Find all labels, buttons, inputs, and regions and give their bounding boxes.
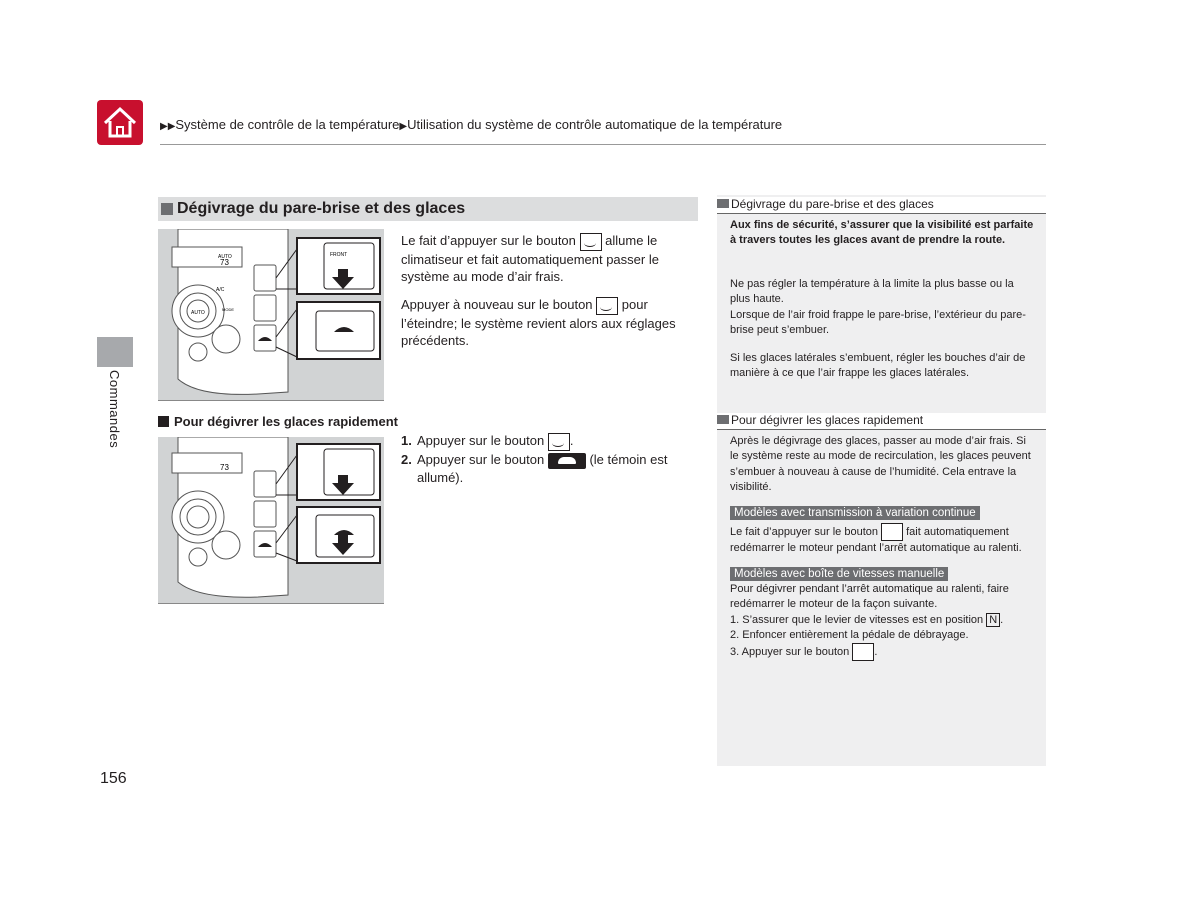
reference-arrow-icon <box>717 415 729 424</box>
paragraph-text: Appuyer à nouveau sur le bouton <box>401 297 593 312</box>
chapter-tab <box>97 337 133 367</box>
step-text: Appuyer sur le bouton <box>417 433 545 448</box>
step-number: 1. <box>401 433 412 448</box>
neutral-position-icon: N <box>986 613 1000 627</box>
note-cvt <box>730 523 1035 556</box>
sidebar-heading-text: Dégivrage du pare-brise et des glaces <box>731 197 934 211</box>
breadcrumb-arrow-icon: ▶▶ <box>160 121 176 132</box>
page-number: 156 <box>100 770 127 787</box>
note-text: . <box>874 645 878 658</box>
note-text: fait automatiquement redémarrer le moteur pendant l’arrêt automatique au ralenti. <box>730 525 1022 554</box>
note-cold-air: Lorsque de l’air froid frappe le pare-brise, l’extérieur du pare-brise peut s’embuer. <box>730 309 1026 337</box>
note-temperature: Ne pas régler la température à la limite la plus basse ou la plus haute. <box>730 278 1014 306</box>
paragraph-text: Le fait d’appuyer sur le bouton <box>401 233 576 248</box>
ac-label: A/C <box>216 287 225 293</box>
paragraph-defrost-off <box>401 296 681 349</box>
step-text: . <box>569 433 574 448</box>
subsection-title: Pour dégivrer les glaces rapidement <box>174 414 398 429</box>
step-1 <box>401 432 681 451</box>
breadcrumb-link-1[interactable]: Système de contrôle de la température <box>175 117 400 132</box>
step-2 <box>401 451 681 486</box>
front-defrost-button-icon <box>852 643 874 661</box>
breadcrumb-separator-icon: ▶ <box>399 121 408 132</box>
front-defrost-button-icon <box>548 433 570 451</box>
model-tag-cvt: Modèles avec transmission à variation continue <box>730 506 980 520</box>
chapter-label: Commandes <box>107 370 122 449</box>
manual-step-3 <box>730 643 1035 661</box>
note-side-windows: Si les glaces latérales s’embuent, régler les bouches d’air de manière à ce que l’air frappe les glaces latérales. <box>730 352 1026 380</box>
breadcrumb <box>160 117 782 132</box>
model-tag-manual: Modèles avec boîte de vitesses manuelle <box>730 567 948 581</box>
display-temp: 73 <box>220 258 229 267</box>
step-text: (le témoin est allumé). <box>417 452 668 485</box>
step-number: 2. <box>401 452 412 467</box>
note-text: . <box>1000 614 1004 626</box>
climate-panel-figure-2 <box>158 437 384 604</box>
note-manual-intro: Pour dégivrer pendant l’arrêt automatique au ralenti, faire redémarrer le moteur de la façon suivante. <box>730 583 1009 611</box>
step-text: Appuyer sur le bouton <box>417 452 545 467</box>
sidebar-heading-text: Pour dégivrer les glaces rapidement <box>731 413 924 427</box>
section-bullet-icon <box>161 203 173 215</box>
sidebar-heading-2 <box>717 413 1046 430</box>
display-temp: 73 <box>220 463 229 472</box>
notes-sidebar <box>717 195 1046 766</box>
front-defrost-button-icon <box>596 297 618 315</box>
note-text: Le fait d’appuyer sur le bouton <box>730 525 878 538</box>
paragraph-text: allume le climatiseur et fait automatiquement passer le système au mode d’air frais. <box>401 233 659 284</box>
front-defrost-button-icon <box>580 233 602 251</box>
climate-panel-figure-1 <box>158 229 384 401</box>
note-text: 3. Appuyer sur le bouton <box>730 645 850 658</box>
reference-arrow-icon <box>717 199 729 208</box>
front-defrost-label: FRONT <box>330 252 348 258</box>
subsection-bullet-icon <box>158 416 169 427</box>
mode-label: MODE <box>222 307 234 312</box>
section-title: Dégivrage du pare-brise et des glaces <box>177 200 466 217</box>
safety-warning: Aux fins de sécurité, s’assurer que la visibilité est parfaite à travers toutes les glaces avant de prendre la route. <box>730 219 1034 247</box>
section-heading <box>158 197 698 221</box>
display-auto: AUTO <box>218 254 232 260</box>
header-divider <box>160 144 1046 145</box>
manual-step-1 <box>730 613 1035 628</box>
auto-button-label: AUTO <box>191 310 205 316</box>
breadcrumb-link-2[interactable]: Utilisation du système de contrôle automatique de la température <box>407 117 783 132</box>
home-icon[interactable] <box>97 100 143 145</box>
paragraph-defrost-on <box>401 232 681 285</box>
manual-step-2: 2. Enfoncer entièrement la pédale de débrayage. <box>730 629 969 641</box>
subsection-heading <box>158 414 398 429</box>
note-fresh-air: Après le dégivrage des glaces, passer au mode d’air frais. Si le système reste au mode de recirculation, les glaces peuvent s’embuer à nouveau à cause de l’humidité. Cela entrave la visibilité. <box>730 435 1031 493</box>
front-defrost-button-icon <box>881 523 903 541</box>
recirculation-button-icon <box>548 453 586 469</box>
sidebar-heading-1 <box>717 197 1046 214</box>
note-text: 1. S’assurer que le levier de vitesses est en position <box>730 614 984 626</box>
paragraph-text: pour l’éteindre; le système revient alors aux réglages précédents. <box>401 297 676 348</box>
